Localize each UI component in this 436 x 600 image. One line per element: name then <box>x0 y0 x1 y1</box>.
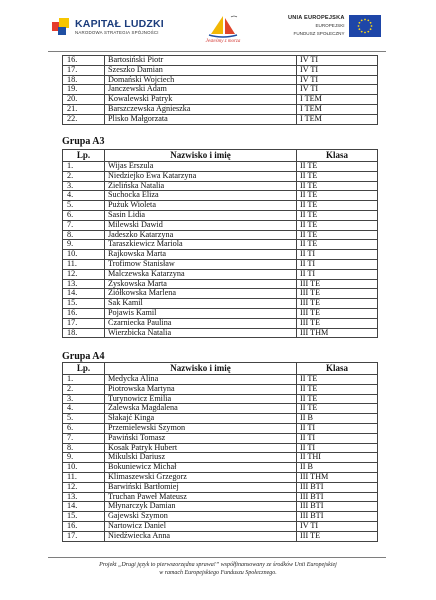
row-number: 9. <box>63 240 105 250</box>
table-row <box>63 375 378 385</box>
student-name: Niedźwiecka Anna <box>105 531 297 541</box>
row-number: 17. <box>63 318 105 328</box>
class-name: III BTI <box>297 482 378 492</box>
table-row <box>63 75 378 85</box>
table-row <box>63 85 378 95</box>
class-name: II TE <box>297 394 378 404</box>
row-number: 10. <box>63 250 105 260</box>
group-a3-table-body <box>63 162 378 338</box>
student-name: Wierzbicka Natalia <box>105 328 297 338</box>
class-name: I TEM <box>297 95 378 105</box>
class-name: II TI <box>297 269 378 279</box>
row-number: 22. <box>63 114 105 124</box>
row-number: 14. <box>63 502 105 512</box>
table-row <box>63 269 378 279</box>
row-number: 5. <box>63 201 105 211</box>
student-name: Wijas Erszula <box>105 162 297 172</box>
student-name: Gajewski Szymon <box>105 512 297 522</box>
student-name: Kosak Patryk Hubert <box>105 443 297 453</box>
student-name: Suchocka Eliza <box>105 191 297 201</box>
class-name: II TE <box>297 201 378 211</box>
class-name: II TE <box>297 210 378 220</box>
kapital-ludzki-logo <box>52 18 164 36</box>
row-number: 8. <box>63 443 105 453</box>
row-number: 17. <box>63 65 105 75</box>
class-name: IV TI <box>297 56 378 66</box>
class-name: II TE <box>297 171 378 181</box>
table-row <box>63 162 378 172</box>
student-name: Turynowicz Emilia <box>105 394 297 404</box>
row-number: 12. <box>63 482 105 492</box>
student-name: Malczewska Katarzyna <box>105 269 297 279</box>
table-row <box>63 318 378 328</box>
row-number: 2. <box>63 171 105 181</box>
table-row <box>63 201 378 211</box>
class-name: II TE <box>297 191 378 201</box>
row-number: 4. <box>63 191 105 201</box>
class-name: II TI <box>297 250 378 260</box>
student-name: Barszczewska Agnieszka <box>105 104 297 114</box>
class-name: II TE <box>297 220 378 230</box>
column-header-lp: Lp. <box>63 150 105 162</box>
eu-flag-icon <box>349 15 381 37</box>
group-a3-table <box>62 149 378 338</box>
student-name: Nartowicz Daniel <box>105 521 297 531</box>
class-name: III THM <box>297 472 378 482</box>
row-number: 18. <box>63 75 105 85</box>
sailboat-icon <box>195 14 251 40</box>
student-name: Barwiński Bartłomiej <box>105 482 297 492</box>
eu-title: UNIA EUROPEJSKA <box>288 15 345 21</box>
row-number: 13. <box>63 492 105 502</box>
table-row <box>63 531 378 541</box>
eu-logo <box>288 15 381 37</box>
student-name: Sak Kamil <box>105 299 297 309</box>
class-name: IV TI <box>297 85 378 95</box>
row-number: 1. <box>63 375 105 385</box>
student-name: Przemielewski Szymon <box>105 423 297 433</box>
class-name: II TE <box>297 162 378 172</box>
class-name: II TI <box>297 433 378 443</box>
student-name: Ziółkowska Marlena <box>105 289 297 299</box>
class-name: II THI <box>297 453 378 463</box>
class-name: III BTI <box>297 512 378 522</box>
row-number: 15. <box>63 299 105 309</box>
student-name: Słakajć Kinga <box>105 414 297 424</box>
table-row <box>63 482 378 492</box>
student-name: Taraszkiewicz Mariola <box>105 240 297 250</box>
group-a4-title: Grupa A4 <box>62 351 105 362</box>
kapital-ludzki-logo-icon <box>52 18 70 36</box>
eu-line2: FUNDUSZ SPOŁECZNY <box>293 30 345 36</box>
table-row <box>63 230 378 240</box>
student-name: Szeszko Damian <box>105 65 297 75</box>
row-number: 12. <box>63 269 105 279</box>
student-name: Zielińska Natalia <box>105 181 297 191</box>
class-name: III TE <box>297 531 378 541</box>
column-header-klasa: Klasa <box>297 363 378 375</box>
class-name: III TE <box>297 279 378 289</box>
header-divider <box>48 51 386 52</box>
student-name: Kowalewski Patryk <box>105 95 297 105</box>
class-name: IV TI <box>297 75 378 85</box>
row-number: 2. <box>63 384 105 394</box>
row-number: 16. <box>63 521 105 531</box>
row-number: 11. <box>63 259 105 269</box>
student-name: Mikulski Dariusz <box>105 453 297 463</box>
footer-line-2: w ramach Europejskiego Funduszu Społecznego. <box>159 570 277 576</box>
group-a4-table-body <box>63 375 378 542</box>
sailboat-logo-text: Jesteśmy z morza <box>205 39 241 44</box>
table-row <box>63 259 378 269</box>
class-name: III TE <box>297 308 378 318</box>
class-name: I TEM <box>297 114 378 124</box>
student-name: Rajkowska Marta <box>105 250 297 260</box>
table-header-row <box>63 363 378 375</box>
table-row <box>63 240 378 250</box>
class-name: III BTI <box>297 492 378 502</box>
table-row <box>63 472 378 482</box>
student-name: Medycka Alina <box>105 375 297 385</box>
class-name: II TE <box>297 230 378 240</box>
row-number: 8. <box>63 230 105 240</box>
row-number: 4. <box>63 404 105 414</box>
table-row <box>63 492 378 502</box>
row-number: 6. <box>63 423 105 433</box>
table-row <box>63 191 378 201</box>
table-row <box>63 433 378 443</box>
continuation-table-body <box>63 56 378 125</box>
class-name: II B <box>297 414 378 424</box>
class-name: I TEM <box>297 104 378 114</box>
row-number: 3. <box>63 394 105 404</box>
row-number: 15. <box>63 512 105 522</box>
table-row <box>63 328 378 338</box>
table-row <box>63 250 378 260</box>
row-number: 17. <box>63 531 105 541</box>
table-row <box>63 502 378 512</box>
class-name: II TI <box>297 423 378 433</box>
table-row <box>63 463 378 473</box>
student-name: Truchan Paweł Mateusz <box>105 492 297 502</box>
class-name: II TE <box>297 240 378 250</box>
student-name: Pojawis Kamil <box>105 308 297 318</box>
row-number: 20. <box>63 95 105 105</box>
class-name: III TE <box>297 318 378 328</box>
row-number: 21. <box>63 104 105 114</box>
class-name: II TE <box>297 404 378 414</box>
table-row <box>63 521 378 531</box>
student-name: Trofimow Stanisław <box>105 259 297 269</box>
table-row <box>63 65 378 75</box>
table-row <box>63 453 378 463</box>
sailboat-logo <box>195 14 251 48</box>
group-a3-title: Grupa A3 <box>62 136 105 147</box>
row-number: 5. <box>63 414 105 424</box>
row-number: 16. <box>63 308 105 318</box>
column-header-lp: Lp. <box>63 363 105 375</box>
student-name: Jadeszko Katarzyna <box>105 230 297 240</box>
student-name: Pużuk Wioleta <box>105 201 297 211</box>
table-row <box>63 210 378 220</box>
table-row <box>63 95 378 105</box>
table-row <box>63 512 378 522</box>
row-number: 1. <box>63 162 105 172</box>
table-row <box>63 384 378 394</box>
footer-divider <box>48 557 386 558</box>
student-name: Czarniecka Paulina <box>105 318 297 328</box>
class-name: II B <box>297 463 378 473</box>
table-row <box>63 181 378 191</box>
table-row <box>63 394 378 404</box>
row-number: 7. <box>63 433 105 443</box>
student-name: Milewski Dawid <box>105 220 297 230</box>
row-number: 18. <box>63 328 105 338</box>
row-number: 10. <box>63 463 105 473</box>
table-row <box>63 56 378 66</box>
student-name: Piotrowska Martyna <box>105 384 297 394</box>
class-name: II TE <box>297 384 378 394</box>
class-name: II TE <box>297 375 378 385</box>
student-name: Plisko Małgorzata <box>105 114 297 124</box>
table-header-row <box>63 150 378 162</box>
column-header-name: Nazwisko i imię <box>105 363 297 375</box>
student-name: Sasin Lidia <box>105 210 297 220</box>
student-name: Janczewski Adam <box>105 85 297 95</box>
row-number: 3. <box>63 181 105 191</box>
table-row <box>63 414 378 424</box>
student-name: Domański Wojciech <box>105 75 297 85</box>
eu-line1: EUROPEJSKI <box>315 23 345 28</box>
kl-title: KAPITAŁ LUDZKI <box>75 18 164 30</box>
student-name: Bartosiński Piotr <box>105 56 297 66</box>
row-number: 11. <box>63 472 105 482</box>
class-name: II TE <box>297 181 378 191</box>
student-name: Niedziejko Ewa Katarzyna <box>105 171 297 181</box>
page-header <box>0 0 436 52</box>
page-footer <box>40 561 396 577</box>
kl-subtitle: NARODOWA STRATEGIA SPÓJNOŚCI <box>75 30 159 35</box>
table-row <box>63 104 378 114</box>
column-header-klasa: Klasa <box>297 150 378 162</box>
table-row <box>63 220 378 230</box>
class-name: IV TI <box>297 521 378 531</box>
class-name: III THM <box>297 328 378 338</box>
table-row <box>63 279 378 289</box>
class-name: III TE <box>297 299 378 309</box>
group-a4-table <box>62 362 378 542</box>
class-name: II TI <box>297 443 378 453</box>
table-row <box>63 443 378 453</box>
student-name: Zyskowska Marta <box>105 279 297 289</box>
class-name: II TI <box>297 259 378 269</box>
row-number: 7. <box>63 220 105 230</box>
table-row <box>63 404 378 414</box>
row-number: 19. <box>63 85 105 95</box>
table-row <box>63 423 378 433</box>
row-number: 13. <box>63 279 105 289</box>
continuation-table <box>62 55 378 125</box>
student-name: Młynarczyk Damian <box>105 502 297 512</box>
footer-line-1: Projekt „Drugi język to pierwszorzędna sprawa!” współfinansowany ze środków Unii Europejskiej <box>99 562 337 568</box>
student-name: Bokuniewicz Michał <box>105 463 297 473</box>
table-row <box>63 171 378 181</box>
class-name: III BTI <box>297 502 378 512</box>
table-row <box>63 299 378 309</box>
student-name: Klimaszewski Grzegorz <box>105 472 297 482</box>
row-number: 6. <box>63 210 105 220</box>
column-header-name: Nazwisko i imię <box>105 150 297 162</box>
row-number: 9. <box>63 453 105 463</box>
table-row <box>63 308 378 318</box>
table-row <box>63 289 378 299</box>
student-name: Zalewska Magdalena <box>105 404 297 414</box>
student-name: Pawiński Tomasz <box>105 433 297 443</box>
row-number: 16. <box>63 56 105 66</box>
class-name: III TE <box>297 289 378 299</box>
row-number: 14. <box>63 289 105 299</box>
table-row <box>63 114 378 124</box>
class-name: IV TI <box>297 65 378 75</box>
